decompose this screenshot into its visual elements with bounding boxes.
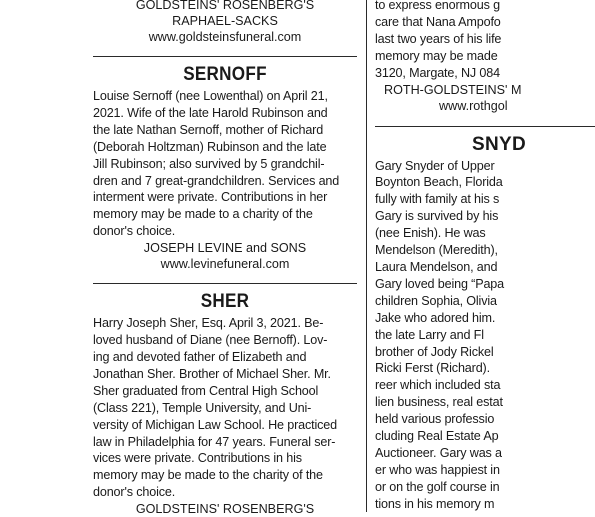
funeral-home-name: JOSEPH LEVINE and SONS xyxy=(143,241,307,256)
obituary-line: Gary loved being “Papa xyxy=(375,276,505,291)
obituary-surname: SERNOFF xyxy=(183,64,267,85)
obituary-line: memory may be made to the charity of the xyxy=(93,468,323,483)
top-funeral-home-name2: RAPHAEL-SACKS xyxy=(172,14,278,28)
obituary-line: Gary Snyder of Upper xyxy=(375,158,495,173)
obituary-line: tions in his memory m xyxy=(375,496,495,511)
obituary-line: care that Nana Ampofo xyxy=(375,14,501,29)
obituary-line: 3120, Margate, NJ 084 xyxy=(375,65,500,80)
section-divider xyxy=(93,283,357,284)
obituary-line: vices were private. Contributions in his xyxy=(93,451,302,466)
obituary-line: Harry Joseph Sher, Esq. April 3, 2021. Be- xyxy=(93,316,324,331)
obituary-body xyxy=(375,158,595,513)
obituary-surname: SHER xyxy=(200,291,250,313)
section-divider xyxy=(375,126,595,127)
obituary-line: to express enormous g xyxy=(375,0,500,12)
obituary-line: Sher graduated from Central High School xyxy=(93,383,319,398)
obituary-line: er who was happiest in xyxy=(375,462,500,477)
funeral-home-website: www.levinefuneral.com xyxy=(160,257,290,272)
obituary-line: Boynton Beach, Florida xyxy=(375,175,503,190)
obituary-line: last two years of his life xyxy=(375,31,502,46)
funeral-home-name: ROTH-GOLDSTEINS' M xyxy=(384,82,522,97)
obituary-line: (nee Enish). He was xyxy=(375,226,486,241)
obituary-line: the late Larry and Fl xyxy=(375,327,484,342)
obituary-line: children Sophia, Olivia xyxy=(375,293,497,308)
right-column xyxy=(375,0,595,513)
obituary-line: (Deborah Holtzman) Rubinson and the late xyxy=(93,139,327,154)
obituary-sher xyxy=(93,291,357,517)
obituary-snyder xyxy=(375,134,595,513)
obituary-line: Jake who adored him. xyxy=(375,310,496,325)
obituary-line: held various professio xyxy=(375,412,495,427)
obituary-line: Mendelson (Meredith), xyxy=(375,243,498,258)
top-funeral-home-website: www.goldsteinsfuneral.com xyxy=(148,30,302,44)
obituary-line: reer which included sta xyxy=(375,378,501,393)
obituary-line: the late Nathan Sernoff, mother of Richard xyxy=(93,122,324,137)
obituary-line: Gary is survived by his xyxy=(375,209,499,224)
obituary-line: memory may be made xyxy=(375,48,498,63)
obituary-surname: SNYD xyxy=(472,133,526,155)
previous-obituary-continuation xyxy=(375,0,595,82)
column-divider xyxy=(366,0,367,512)
obituary-line: lien business, real estat xyxy=(375,395,503,410)
obituary-line: 2021. Wife of the late Harold Rubinson and xyxy=(93,105,328,120)
obituary-line: Jill Rubinson; also survived by 5 grandchil- xyxy=(93,156,325,171)
section-divider xyxy=(93,56,357,57)
obituary-line: Jonathan Sher. Brother of Michael Sher. Mr. xyxy=(93,366,331,381)
obituary-body xyxy=(93,88,357,240)
obituary-line: interment were private. Contributions in her xyxy=(93,190,328,205)
obituary-line: loved husband of Diane (nee Bernoff). Lov- xyxy=(93,333,328,348)
obituary-line: Laura Mendelson, and xyxy=(375,259,498,274)
obituary-line: Auctioneer. Gary was a xyxy=(375,445,502,460)
obituary-line: dren and 7 great-grandchildren. Services and xyxy=(93,173,340,188)
obituary-line: ing and devoted father of Elizabeth and xyxy=(93,349,307,364)
top-funeral-home-name: GOLDSTEINS' ROSENBERG'S xyxy=(135,0,315,12)
obituary-line: or on the golf course in xyxy=(375,479,500,494)
obituary-line: cluding Real Estate Ap xyxy=(375,429,499,444)
obituary-line: brother of Jody Rickel xyxy=(375,344,494,359)
funeral-home-name: GOLDSTEINS' ROSENBERG'S xyxy=(135,502,315,517)
obituary-sernoff xyxy=(93,64,357,272)
obituary-line: Louise Sernoff (nee Lowenthal) on April 21, xyxy=(93,89,328,103)
obituary-line: fully with family at his s xyxy=(375,192,500,207)
obituary-line: memory may be made to a charity of the xyxy=(93,207,313,222)
obituary-line: law in Philadelphia for 47 years. Funeral ser- xyxy=(93,434,336,449)
obituary-body xyxy=(93,315,357,501)
obituary-line: (Class 221), Temple University, and Uni- xyxy=(93,400,312,415)
obituary-line: donor's choice. xyxy=(93,485,176,500)
obituary-line: Ricki Ferst (Richard). xyxy=(375,361,490,376)
left-column xyxy=(93,0,357,517)
obituary-line: donor's choice. xyxy=(93,224,176,239)
funeral-home-website: www.rothgol xyxy=(439,98,508,113)
obituary-line: versity of Michigan Law School. He practiced xyxy=(93,417,337,432)
